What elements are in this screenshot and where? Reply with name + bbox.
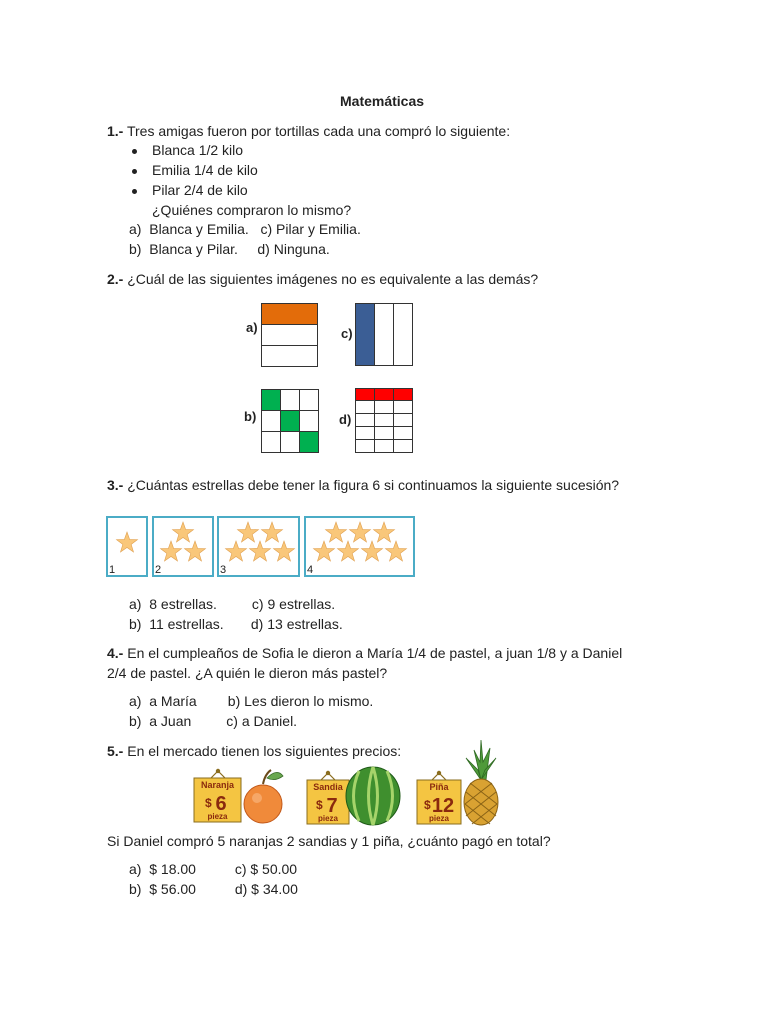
figure-a-label: a) — [246, 320, 258, 335]
q5-options-row-2: b) $ 56.00 d) $ 34.00 — [129, 881, 298, 897]
star-icon — [117, 532, 138, 552]
figure-d-grid — [355, 388, 413, 454]
question-5 — [107, 743, 401, 759]
price-tag-pina — [416, 770, 462, 826]
question-1-number: 1.- — [107, 123, 124, 139]
tag-sandia-name: Sandia — [313, 782, 343, 792]
star-figure-1-number: 1 — [109, 564, 116, 576]
tag-pina-name: Piña — [429, 782, 449, 792]
q3-options-row-1: a) 8 estrellas. c) 9 estrellas. — [129, 596, 336, 612]
tag-naranja-currency: $ — [205, 796, 212, 810]
figure-b-label: b) — [244, 409, 257, 424]
question-2-number: 2.- — [107, 271, 124, 287]
figure-c-shaded-cell — [356, 304, 375, 366]
bullet-icon — [132, 149, 137, 154]
question-4 — [107, 645, 622, 661]
question-3-number: 3.- — [107, 477, 124, 493]
bullet-icon — [132, 169, 137, 174]
star-icon — [173, 522, 194, 542]
page-title: Matemáticas — [340, 93, 425, 109]
star-icon — [326, 522, 347, 542]
star-icon — [338, 541, 359, 561]
figure-c-label: c) — [341, 326, 353, 341]
question-4-number: 4.- — [107, 645, 124, 661]
pineapple-icon — [460, 740, 502, 828]
star-icon — [314, 541, 335, 561]
star-figure-4-number: 4 — [307, 564, 314, 576]
price-tag-naranja — [193, 768, 243, 824]
q5-options-row-1: a) $ 18.00 c) $ 50.00 — [129, 861, 298, 877]
star-icon — [374, 522, 395, 542]
orange-icon — [243, 766, 285, 826]
star-icon — [161, 541, 182, 561]
figure-b-grid — [261, 389, 319, 453]
q1-bullet-2: Emilia 1/4 de kilo — [152, 162, 258, 178]
question-4-text-line-1: En el cumpleaños de Sofia le dieron a María 1/4 de pastel, a juan 1/8 y a Daniel — [127, 645, 623, 661]
tag-sandia-unit: pieza — [317, 814, 339, 823]
tag-naranja-name: Naranja — [200, 780, 235, 790]
q5-question: Si Daniel compró 5 naranjas 2 sandias y 1 piña, ¿cuánto pagó en total? — [107, 833, 551, 849]
star-icon — [362, 541, 383, 561]
question-5-text: En el mercado tienen los siguientes precios: — [127, 743, 402, 759]
question-2 — [107, 271, 538, 287]
star-icon — [262, 522, 283, 542]
figure-a-grid — [261, 303, 319, 367]
star-icon — [350, 522, 371, 542]
star-icon — [274, 541, 295, 561]
tag-sandia-price: 7 — [326, 795, 338, 817]
tag-pina-price: 12 — [431, 795, 455, 817]
q1-bullet-3: Pilar 2/4 de kilo — [152, 182, 248, 198]
tag-naranja-unit: pieza — [207, 812, 228, 821]
star-icon — [386, 541, 407, 561]
tag-sandia-currency: $ — [316, 798, 323, 812]
star-icon — [250, 541, 271, 561]
q1-options-row-1: a) Blanca y Emilia. c) Pilar y Emilia. — [129, 221, 361, 237]
figure-c-grid — [355, 303, 413, 367]
star-icon — [185, 541, 206, 561]
star-figure-3-number: 3 — [220, 564, 227, 576]
question-4-text-line-2: 2/4 de pastel. ¿A quién le dieron más pastel? — [107, 665, 388, 681]
tag-naranja-price: 6 — [215, 793, 227, 815]
q3-options-row-2: b) 11 estrellas. d) 13 estrellas. — [129, 616, 343, 632]
watermelon-icon — [344, 764, 402, 826]
q1-options-row-2: b) Blanca y Pilar. d) Ninguna. — [129, 241, 330, 257]
star-icon — [238, 522, 259, 542]
bullet-icon — [132, 189, 137, 194]
question-5-number: 5.- — [107, 743, 124, 759]
q4-options-row-1: a) a María b) Les dieron lo mismo. — [129, 693, 374, 709]
q1-question: ¿Quiénes compraron lo mismo? — [152, 202, 352, 218]
star-sequence — [106, 516, 416, 578]
q4-options-row-2: b) a Juan c) a Daniel. — [129, 713, 298, 729]
star-figure-2-number: 2 — [155, 564, 162, 576]
question-1-text: Tres amigas fueron por tortillas cada una compró lo siguiente: — [126, 123, 511, 139]
q1-bullet-1: Blanca 1/2 kilo — [152, 142, 244, 158]
question-3-text: ¿Cuántas estrellas debe tener la figura 6 si continuamos la siguiente sucesión? — [127, 477, 620, 493]
question-3 — [107, 477, 619, 493]
question-1 — [107, 123, 510, 139]
tag-pina-unit: pieza — [428, 814, 450, 823]
figure-d-label: d) — [339, 412, 352, 427]
figure-a-shaded-cell — [262, 304, 318, 325]
question-2-text: ¿Cuál de las siguientes imágenes no es equivalente a las demás? — [127, 271, 539, 287]
star-icon — [226, 541, 247, 561]
tag-pina-currency: $ — [424, 798, 431, 812]
